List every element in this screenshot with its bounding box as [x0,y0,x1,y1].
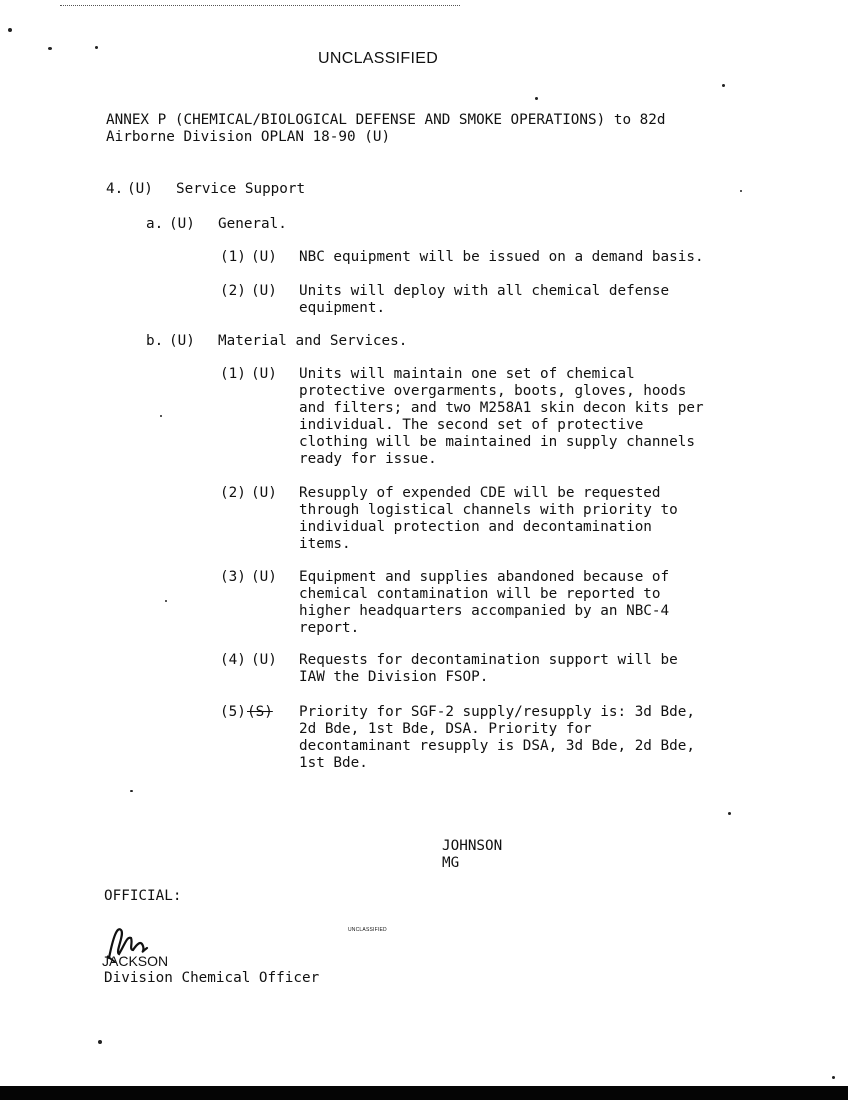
paragraph-label: (1) [220,249,246,265]
paragraph-line: Resupply of expended CDE will be requested [299,485,661,501]
paragraph-line: Requests for decontamination support will be [299,652,678,668]
scan-speck [740,190,742,192]
official-title: Division Chemical Officer [104,970,320,986]
subsection-b-label: b. [146,333,164,349]
scan-bottom-edge [0,1086,848,1100]
paragraph-line: through logistical channels with priority to [299,502,678,518]
paragraph-line: decontaminant resupply is DSA, 3d Bde, 2d Bde, [299,738,695,754]
paragraph-line: and filters; and two M258A1 skin decon kits per [299,400,704,416]
section-title: Service Support [176,181,306,197]
paragraph-label: (1) [220,366,246,382]
top-scan-noise [60,5,460,8]
paragraph-marking: (U) [251,249,277,265]
paragraph-marking: (U) [251,485,277,501]
scan-speck [722,84,725,87]
paragraph-marking-struck: (S) [247,704,273,720]
scan-speck [832,1076,835,1079]
scan-speck [95,46,98,49]
scan-speck [535,97,538,100]
paragraph-marking: (U) [251,283,277,299]
paragraph-line: ready for issue. [299,451,437,467]
paragraph-label: (2) [220,485,246,501]
scan-speck [48,47,52,50]
paragraph-line: Units will maintain one set of chemical [299,366,635,382]
paragraph-label: (2) [220,283,246,299]
paragraph-line: NBC equipment will be issued on a demand basis. [299,249,704,265]
commander-rank: MG [442,855,460,871]
paragraph-line: 1st Bde. [299,755,368,771]
paragraph-line: 2d Bde, 1st Bde, DSA. Priority for [299,721,592,737]
scan-speck [160,415,162,417]
paragraph-line: individual protection and decontamination [299,519,652,535]
paragraph-line: individual. The second set of protective [299,417,644,433]
paragraph-line: higher headquarters accompanied by an NBC-4 [299,603,670,619]
paragraph-line: Equipment and supplies abandoned because of [299,569,670,585]
subsection-a-label: a. [146,216,164,232]
paragraph-label: (5) [220,704,246,720]
paragraph-label: (4) [220,652,246,668]
scan-speck [728,812,731,815]
official-name: JACKSON [102,953,169,969]
paragraph-line: equipment. [299,300,386,316]
scan-speck [98,1040,102,1044]
paragraph-line: chemical contamination will be reported to [299,586,661,602]
section-number: 4. [106,181,124,197]
official-label: OFFICIAL: [104,888,182,904]
paragraph-line: Units will deploy with all chemical defense [299,283,670,299]
commander-name: JOHNSON [442,838,503,854]
paragraph-line: IAW the Division FSOP. [299,669,489,685]
paragraph-line: protective overgarments, boots, gloves, hoods [299,383,687,399]
subsection-a-title: General. [218,216,287,232]
paragraph-line: report. [299,620,360,636]
scan-speck [165,600,167,602]
title-line-1: ANNEX P (CHEMICAL/BIOLOGICAL DEFENSE AND SMOKE OPERATIONS) to 82d [106,112,666,128]
paragraph-label: (3) [220,569,246,585]
subsection-b-marking: (U) [169,333,195,349]
title-line-2: Airborne Division OPLAN 18-90 (U) [106,129,391,145]
paragraph-marking: (U) [251,569,277,585]
paragraph-line: Priority for SGF-2 supply/resupply is: 3d Bde, [299,704,695,720]
paragraph-line: items. [299,536,351,552]
classification-footer: UNCLASSIFIED [348,927,387,933]
scan-speck [8,28,12,32]
paragraph-marking: (U) [251,366,277,382]
subsection-a-marking: (U) [169,216,195,232]
classification-header: UNCLASSIFIED [318,50,439,67]
paragraph-line: clothing will be maintained in supply channels [299,434,695,450]
section-marking: (U) [127,181,153,197]
scan-speck [130,790,133,792]
subsection-b-title: Material and Services. [218,333,408,349]
paragraph-marking: (U) [251,652,277,668]
